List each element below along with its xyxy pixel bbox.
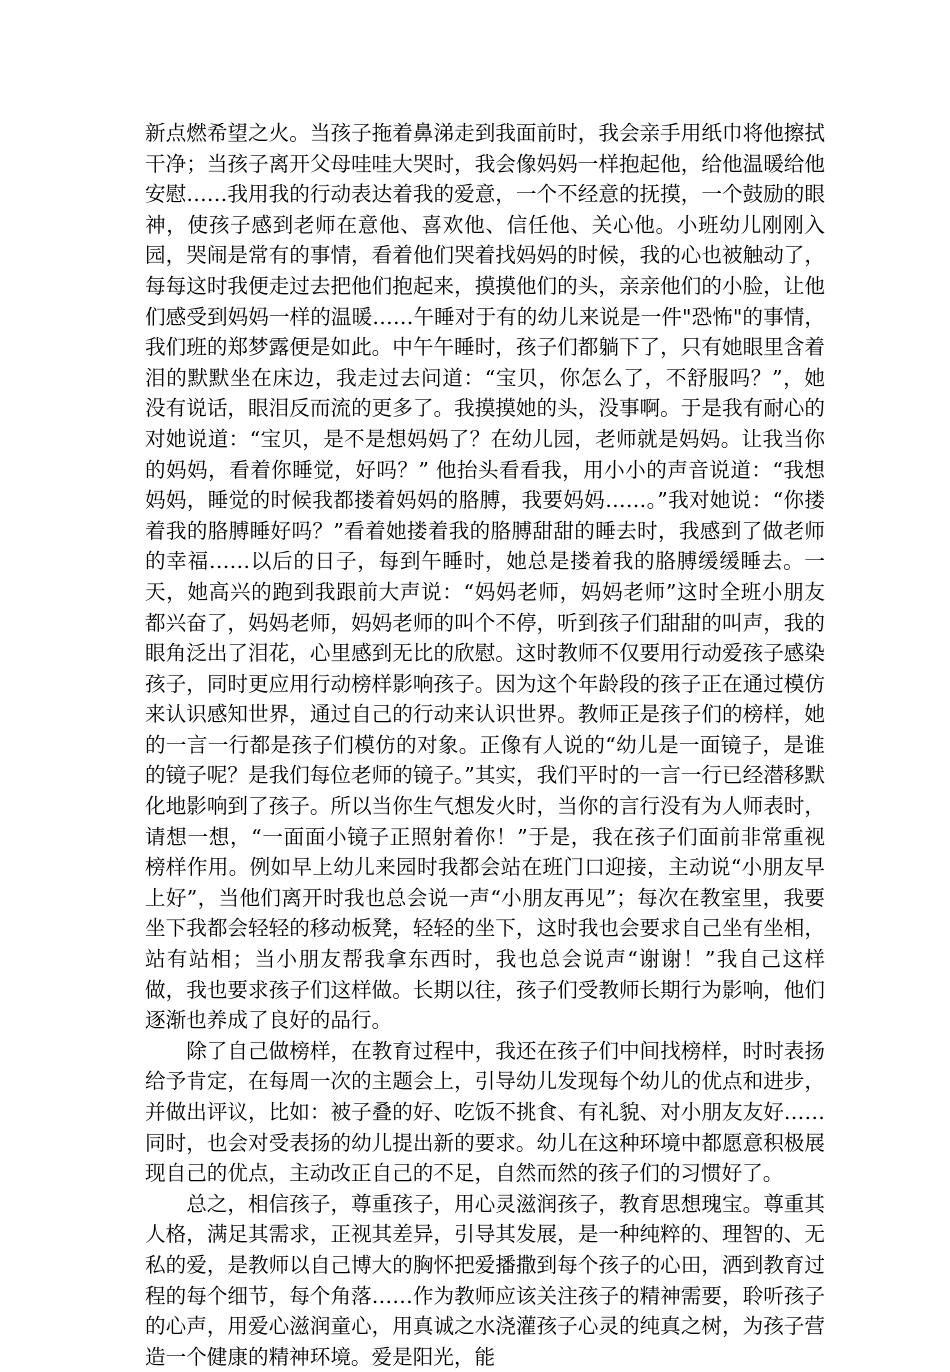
- document-page: [145, 118, 825, 1372]
- paragraph-3: 总之，相信孩子，尊重孩子，用心灵滋润孩子，教育思想瑰宝。尊重其人格，满足其需求，正视其差异，引导其发展，是一种纯粹的、理智的、无私的爱，是教师以自己博大的胸怀把爱播撒到每个孩子的心田，洒到教育过程的每个细节，每个角落……作为教师应该关注孩子的精神需要，聆听孩子的心声，用爱心滋润童心，用真诚之水浇灌孩子心灵的纯真之树，为孩子营造一个健康的精神环境。爱是阳光，能: [145, 1191, 825, 1369]
- paragraph-2: 除了自己做榜样，在教育过程中，我还在孩子们中间找榜样，时时表扬给予肯定，在每周一次的主题会上，引导幼儿发现每个幼儿的优点和进步，并做出评议，比如：被子叠的好、吃饭不挑食、有礼貌、对小朋友友好……同时，也会对受表扬的幼儿提出新的要求。幼儿在这种环境中都愿意积极展现自己的优点，主动改正自己的不足，自然而然的孩子们的习惯好了。: [145, 1038, 825, 1186]
- paragraph-1: 新点燃希望之火。当孩子拖着鼻涕走到我面前时，我会亲手用纸巾将他擦拭干净；当孩子离开父母哇哇大哭时，我会像妈妈一样抱起他，给他温暖给他安慰……我用我的行动表达着我的爱意，一个不经意的抚摸，一个鼓励的眼神，使孩子感到老师在意他、喜欢他、信任他、关心他。小班幼儿刚刚入园，哭闹是常有的事情，看着他们哭着找妈妈的时候，我的心也被触动了，每每这时我便走过去把他们抱起来，摸摸他们的头，亲亲他们的小脸，让他们感受到妈妈一样的温暖……午睡对于有的幼儿来说是一件"恐怖"的事情，我们班的郑梦露便是如此。中午午睡时，孩子们都躺下了，只有她眼里含着泪的默默坐在床边，我走过去问道：“宝贝，你怎么了，不舒服吗？”，她没有说话，眼泪反而流的更多了。我摸摸她的头，没事啊。于是我有耐心的对她说道：“宝贝，是不是想妈妈了？在幼儿园，老师就是妈妈。让我当你的妈妈，看着你睡觉，好吗？” 他抬头看看我，用小小的声音说道：“我想妈妈，睡觉的时候我都搂着妈妈的胳膊，我要妈妈……。”我对她说：“你搂着我的胳膊睡好吗？”看着她搂着我的胳膊甜甜的睡去时，我感到了做老师的幸福……以后的日子，每到午睡时，她总是搂着我的胳膊缓缓睡去。一天，她高兴的跑到我跟前大声说：“妈妈老师，妈妈老师”这时全班小朋友都兴奋了，妈妈老师，妈妈老师的叫个不停，听到孩子们甜甜的叫声，我的眼角泛出了泪花，心里感到无比的欣慰。这时教师不仅要用行动爱孩子感染孩子，同时更应用行动榜样影响孩子。因为这个年龄段的孩子正在通过模仿来认识感知世界，通过自己的行动来认识世界。教师正是孩子们的榜样，她的一言一行都是孩子们模仿的对象。正像有人说的“幼儿是一面镜子，是谁的镜子呢？是我们每位老师的镜子。”其实，我们平时的一言一行已经潜移默化地影响到了孩子。所以当你生气想发火时，当你的言行没有为人师表时，请想一想，“一面面小镜子正照射着你！”于是，我在孩子们面前非常重视榜样作用。例如早上幼儿来园时我都会站在班门口迎接，主动说“小朋友早上好”，当他们离开时我也总会说一声“小朋友再见”；每次在教室里，我要坐下我都会轻轻的移动板凳，轻轻的坐下，这时我也会要求自己坐有坐相，站有站相；当小朋友帮我拿东西时，我也总会说声“谢谢！”我自己这样做，我也要求孩子们这样做。长期以往，孩子们受教师长期行为影响，他们逐渐也养成了良好的品行。: [145, 121, 825, 1033]
